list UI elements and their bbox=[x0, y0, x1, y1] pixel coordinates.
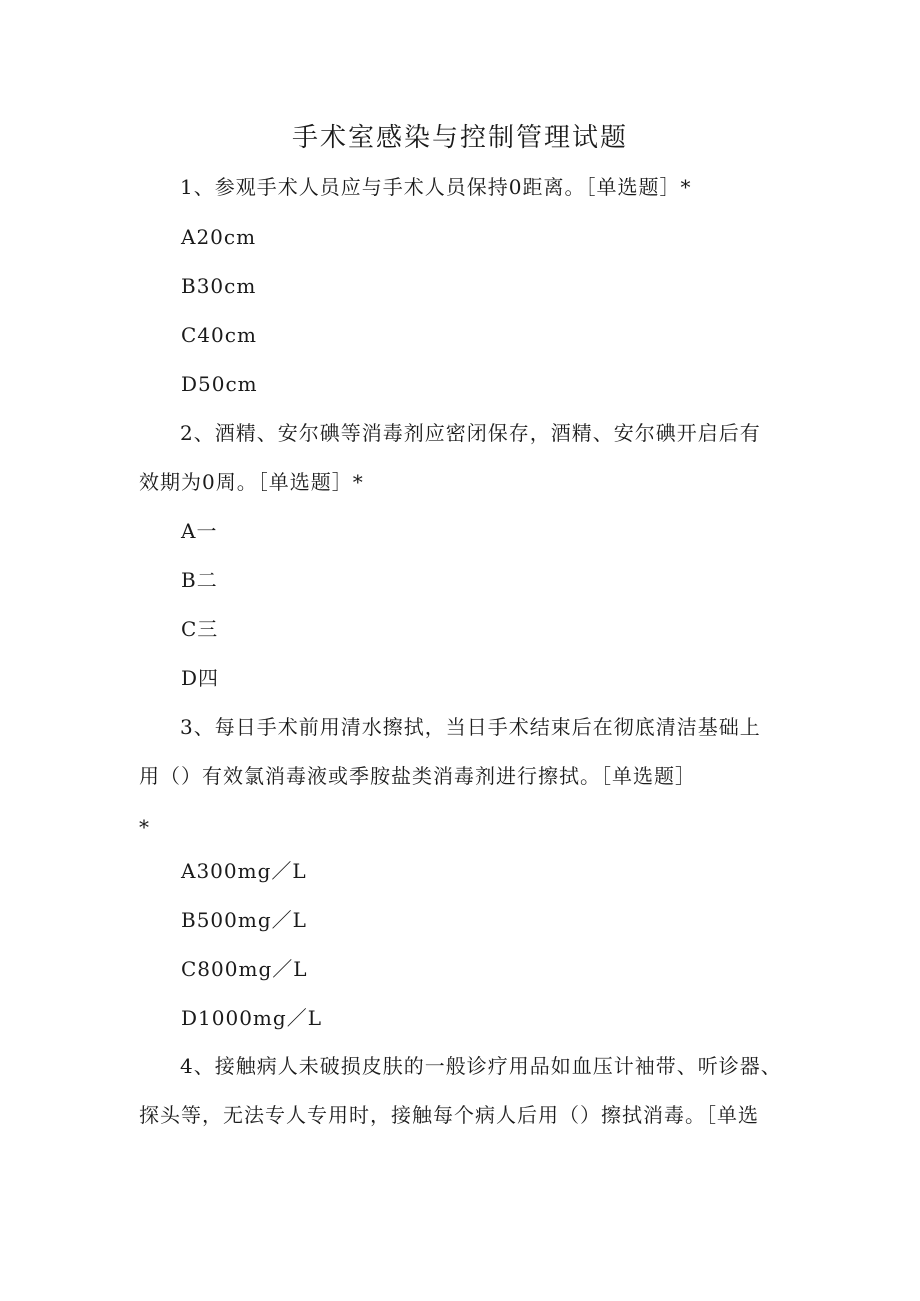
option-c: C800mg／L bbox=[181, 957, 308, 981]
question-text-continued: 效期为0周。［单选题］* bbox=[139, 470, 364, 494]
question-text: 2、酒精、安尔碘等消毒剂应密闭保存，酒精、安尔碘开启后有 bbox=[180, 421, 761, 445]
option-b: B30cm bbox=[181, 274, 257, 298]
question-text-continued: 用（）有效氯消毒液或季胺盐类消毒剂进行擦拭。［单选题］ bbox=[139, 764, 696, 788]
question-text: 1、参观手术人员应与手术人员保持0距离。［单选题］* bbox=[180, 175, 692, 199]
question-text: 4、接触病人未破损皮肤的一般诊疗用品如血压计袖带、听诊器、 bbox=[180, 1054, 782, 1078]
option-a: A一 bbox=[181, 519, 218, 543]
option-d: D50cm bbox=[181, 372, 258, 396]
option-d: D1000mg／L bbox=[181, 1006, 322, 1030]
option-d: D四 bbox=[181, 666, 220, 690]
option-b: B二 bbox=[181, 568, 218, 592]
question-text: 3、每日手术前用清水擦拭，当日手术结束后在彻底清洁基础上 bbox=[180, 715, 761, 739]
option-a: A300mg／L bbox=[181, 859, 307, 883]
required-marker: * bbox=[139, 815, 150, 839]
option-c: C三 bbox=[181, 617, 219, 641]
option-c: C40cm bbox=[181, 323, 257, 347]
option-b: B500mg／L bbox=[181, 908, 307, 932]
question-text-continued: 探头等，无法专人专用时，接触每个病人后用（）擦拭消毒。［单选 bbox=[139, 1103, 759, 1127]
option-a: A20cm bbox=[181, 225, 257, 249]
page-title: 手术室感染与控制管理试题 bbox=[291, 123, 628, 153]
